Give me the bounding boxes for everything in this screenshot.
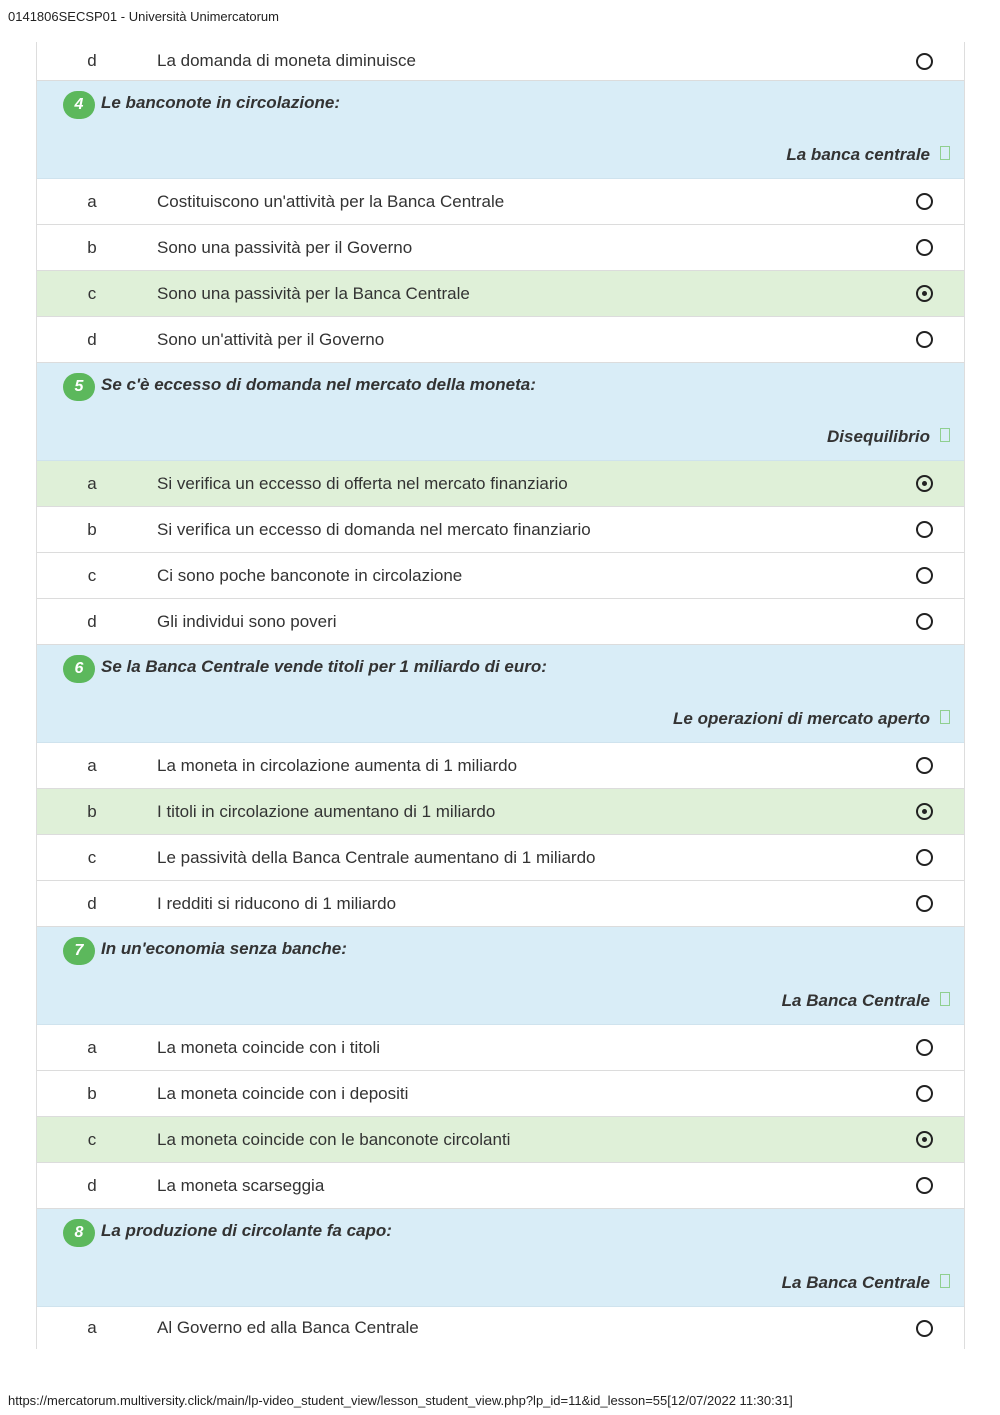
answer-text: La moneta coincide con i titoli [157, 1037, 381, 1057]
radio-button-checked[interactable] [916, 475, 933, 492]
answer-text: Sono un'attività per il Governo [157, 329, 385, 349]
question-number-badge: 5 [63, 373, 95, 401]
question-topic: Disequilibrio [827, 427, 930, 446]
answer-text: La domanda di moneta diminuisce [157, 51, 416, 70]
radio-button-checked[interactable] [916, 803, 933, 820]
answer-text: Al Governo ed alla Banca Centrale [157, 1318, 419, 1337]
answer-letter: b [87, 519, 97, 539]
radio-button[interactable] [916, 1320, 933, 1337]
answer-text: Si verifica un eccesso di offerta nel mercato finanziario [157, 473, 568, 493]
answer-row[interactable] [37, 225, 964, 271]
answer-letter: b [87, 237, 97, 257]
topic-checkbox-icon[interactable] [940, 146, 950, 160]
radio-button-checked[interactable] [916, 1131, 933, 1148]
question-number-badge: 8 [63, 1219, 95, 1247]
answer-row[interactable] [37, 1025, 964, 1071]
answer-row-selected[interactable] [37, 1117, 964, 1163]
answer-row[interactable] [37, 835, 964, 881]
answer-letter: c [87, 847, 97, 867]
answer-row[interactable] [37, 553, 964, 599]
radio-button[interactable] [916, 193, 933, 210]
answer-text: Ci sono poche banconote in circolazione [157, 565, 463, 585]
question-header [37, 927, 964, 1025]
topic-checkbox-icon[interactable] [940, 710, 950, 724]
answer-letter: a [87, 1318, 97, 1337]
question-topic: La banca centrale [786, 145, 930, 164]
answer-row-selected[interactable] [37, 271, 964, 317]
answer-row[interactable] [37, 599, 964, 645]
answer-text: Gli individui sono poveri [157, 611, 337, 631]
answer-text: La moneta in circolazione aumenta di 1 miliardo [157, 755, 518, 775]
radio-button-checked[interactable] [916, 285, 933, 302]
radio-button[interactable] [916, 895, 933, 912]
radio-button[interactable] [916, 331, 933, 348]
answer-letter: c [87, 283, 97, 303]
question-text: In un'economia senza banche: [101, 939, 347, 958]
radio-button[interactable] [916, 521, 933, 538]
radio-button[interactable] [916, 1085, 933, 1102]
radio-button[interactable] [916, 53, 933, 70]
answer-text: Le passività della Banca Centrale aumentano di 1 miliardo [157, 847, 596, 867]
answer-text: I titoli in circolazione aumentano di 1 miliardo [157, 801, 496, 821]
radio-button[interactable] [916, 567, 933, 584]
question-topic: La Banca Centrale [781, 1273, 930, 1292]
answer-letter: a [87, 473, 97, 493]
topic-checkbox-icon[interactable] [940, 1274, 950, 1288]
question-text: Se la Banca Centrale vende titoli per 1 miliardo di euro: [101, 657, 547, 676]
topic-checkbox-icon[interactable] [940, 428, 950, 442]
question-text: La produzione di circolante fa capo: [101, 1221, 392, 1240]
answer-letter: d [87, 329, 97, 349]
answer-text: I redditi si riducono di 1 miliardo [157, 893, 397, 913]
answer-letter: b [87, 1083, 97, 1103]
answer-row[interactable] [37, 42, 964, 81]
answer-letter: d [87, 893, 97, 913]
questions-list [37, 81, 964, 1349]
answer-row[interactable] [37, 1307, 964, 1349]
page-header: 0141806SECSP01 - Università Unimercatorum [8, 9, 279, 24]
question-header [37, 1209, 964, 1307]
answer-row[interactable] [37, 317, 964, 363]
page-footer-url: https://mercatorum.multiversity.click/main/lp-video_student_view/lesson_student_view.php?lp_id=11&id_lesson=55[12/07/2022 11:30:31] [8, 1393, 793, 1408]
answer-letter: a [87, 755, 97, 775]
question-header [37, 363, 964, 461]
question-number-badge: 7 [63, 937, 95, 965]
radio-button[interactable] [916, 1177, 933, 1194]
answer-row-selected[interactable] [37, 461, 964, 507]
question-topic: La Banca Centrale [781, 991, 930, 1010]
answer-row[interactable] [37, 1163, 964, 1209]
question-topic: Le operazioni di mercato aperto [673, 709, 930, 728]
answer-row[interactable] [37, 1071, 964, 1117]
answer-letter: d [87, 51, 97, 70]
question-header [37, 81, 964, 179]
radio-button[interactable] [916, 849, 933, 866]
answer-text: Sono una passività per il Governo [157, 237, 413, 257]
answer-text: Si verifica un eccesso di domanda nel mercato finanziario [157, 519, 591, 539]
answer-row-selected[interactable] [37, 789, 964, 835]
radio-button[interactable] [916, 757, 933, 774]
answer-letter: b [87, 801, 97, 821]
answer-letter: d [87, 611, 97, 631]
answer-row[interactable] [37, 179, 964, 225]
topic-checkbox-icon[interactable] [940, 992, 950, 1006]
question-number-badge: 4 [63, 91, 95, 119]
radio-button[interactable] [916, 1039, 933, 1056]
question-text: Se c'è eccesso di domanda nel mercato della moneta: [101, 375, 536, 394]
answer-letter: a [87, 1037, 97, 1057]
question-number-badge: 6 [63, 655, 95, 683]
answer-letter: a [87, 191, 97, 211]
answer-letter: c [87, 565, 97, 585]
answer-row[interactable] [37, 743, 964, 789]
quiz-container [36, 42, 965, 1349]
answer-text: La moneta scarseggia [157, 1175, 325, 1195]
answer-letter: d [87, 1175, 97, 1195]
answer-text: Costituiscono un'attività per la Banca Centrale [157, 191, 505, 211]
question-text: Le banconote in circolazione: [101, 93, 340, 112]
radio-button[interactable] [916, 613, 933, 630]
answer-row[interactable] [37, 881, 964, 927]
answer-letter: c [87, 1129, 97, 1149]
answer-text: Sono una passività per la Banca Centrale [157, 283, 470, 303]
answer-row[interactable] [37, 507, 964, 553]
radio-button[interactable] [916, 239, 933, 256]
question-header [37, 645, 964, 743]
answer-text: La moneta coincide con le banconote circolanti [157, 1129, 511, 1149]
answer-text: La moneta coincide con i depositi [157, 1083, 409, 1103]
